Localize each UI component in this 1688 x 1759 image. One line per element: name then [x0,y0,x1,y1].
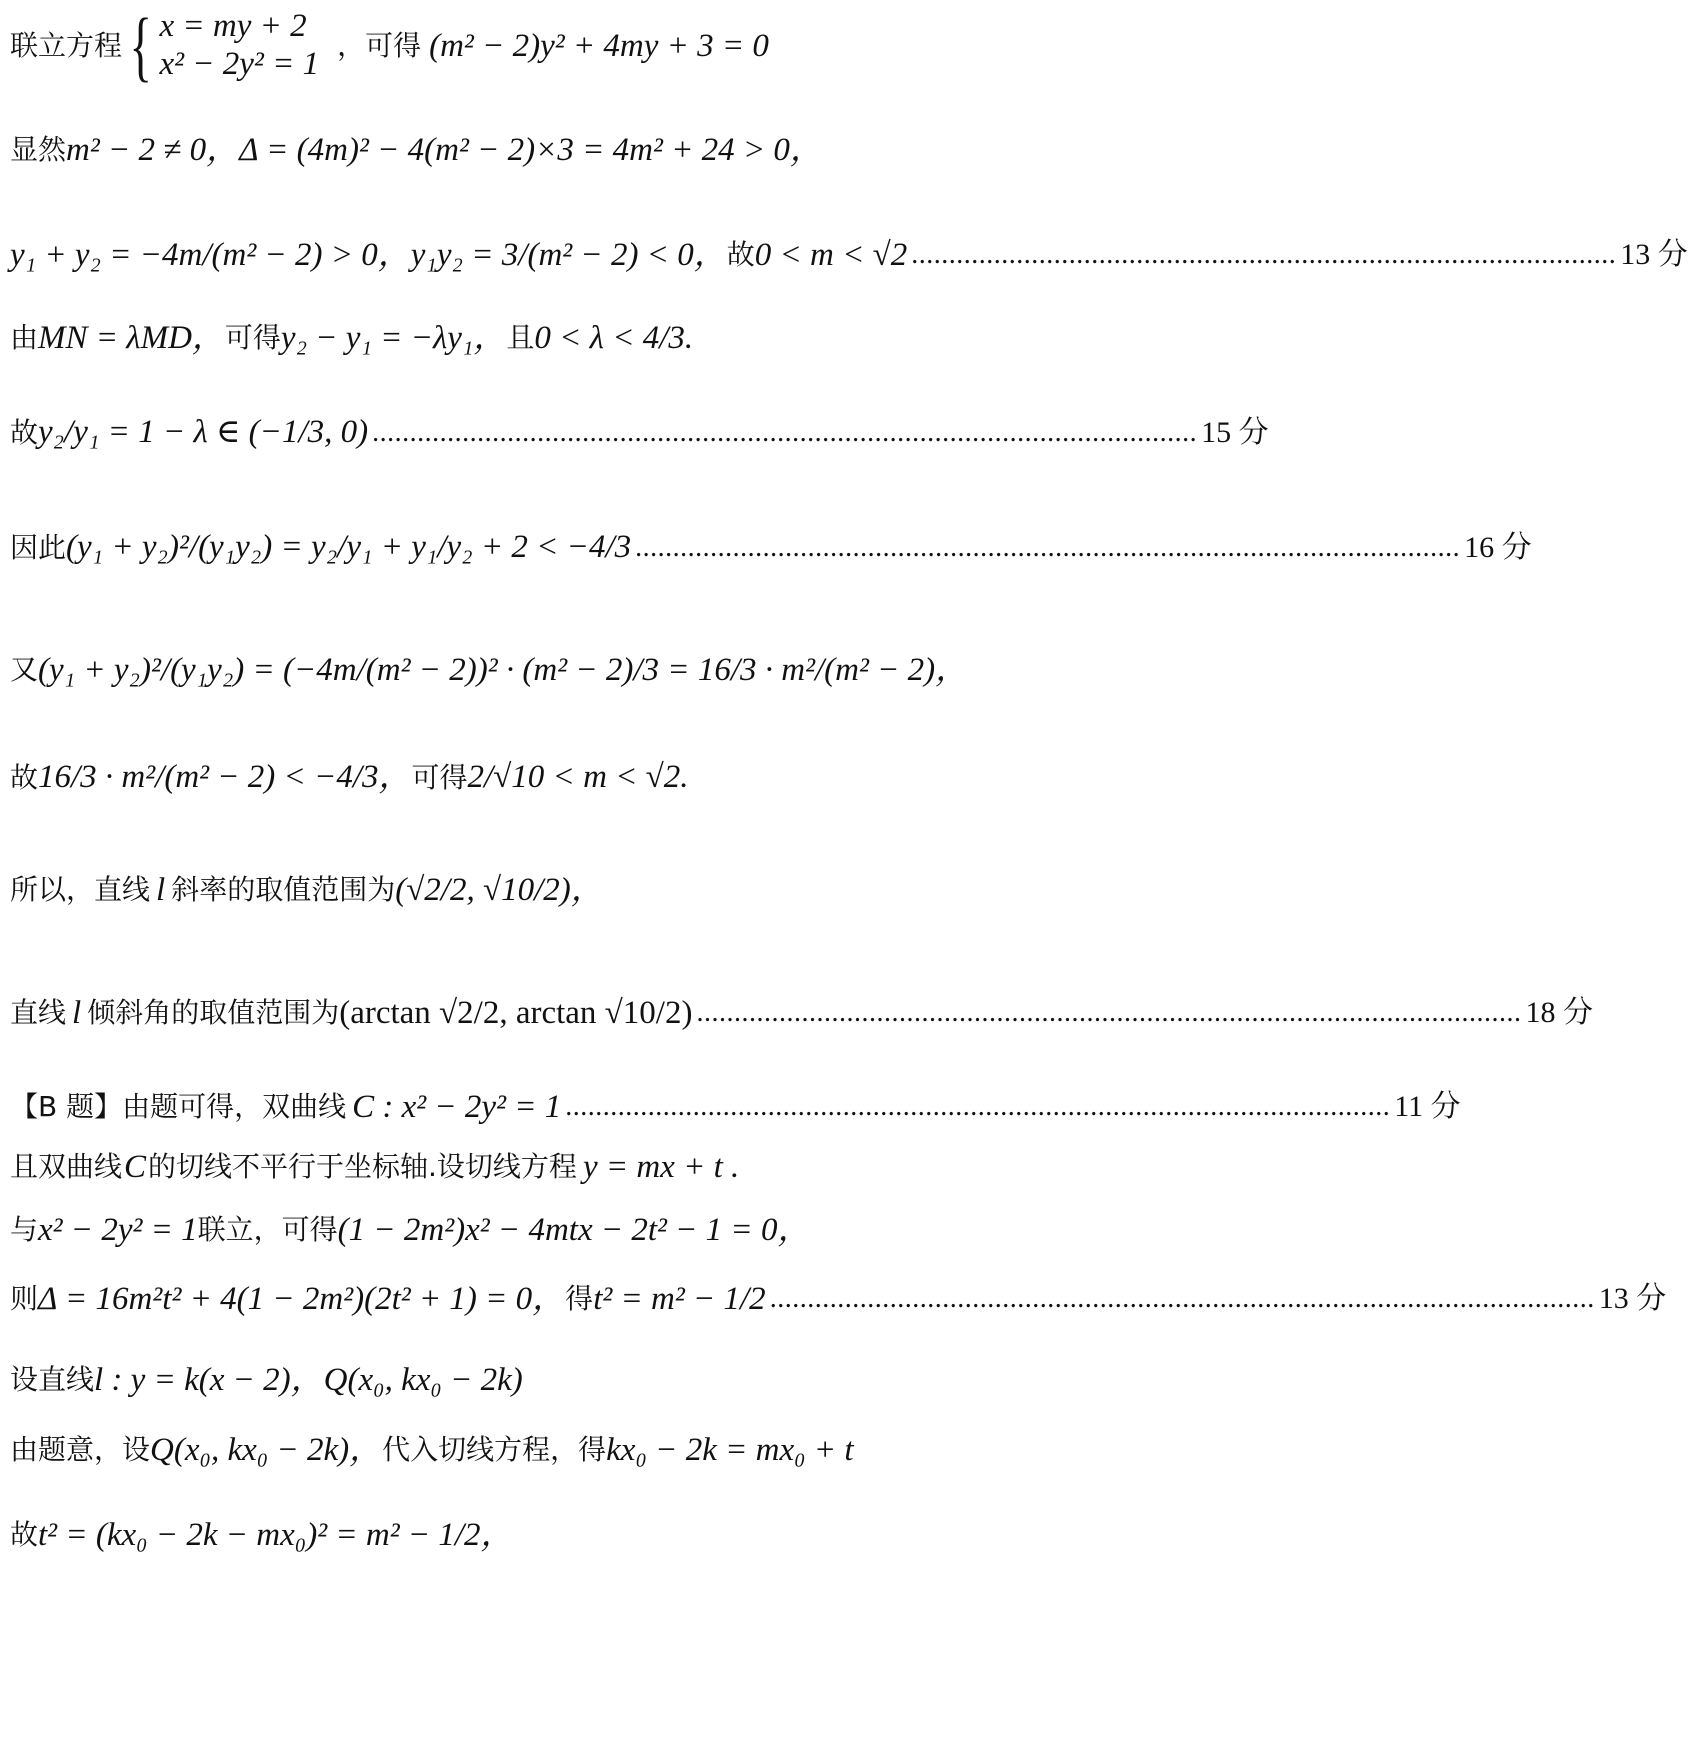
line-4-formula-b: y₂ − y₁ = −λy₁， [280,319,507,356]
line-4-prefix: 由 [10,321,39,354]
line-9-prefix: 所以，直线 [10,873,151,906]
line-7 [10,620,1066,720]
dot-leader: .............................................................................................................. [565,1091,1391,1122]
line-4 [10,298,1066,378]
line-1-mid: ，可得 [337,29,422,62]
line-4-text: 可得 [224,321,281,354]
line-14-formula-b: t² = m² − 1/2 [593,1280,766,1317]
line-4-text2: 且 [506,321,535,354]
line-8 [10,735,1066,820]
dot-leader: .............................................................................................. [911,239,1617,270]
line-16-formula-b: kx₀ − 2k = mx₀ + t [606,1431,854,1468]
line-2 [10,120,1066,180]
line-12 [10,1145,1066,1189]
line-8-formula-b: 2/√10 < m < √2. [467,759,689,795]
line-13-prefix: 与 [10,1213,39,1246]
line-14 [10,1264,1667,1334]
line-3-formula-b: 0 < m < √2 [754,236,908,273]
line-12-text: 的切线不平行于坐标轴.设切线方程 [148,1150,577,1183]
line-4-formula-c: 0 < λ < 4/3. [534,319,694,356]
line-3 [10,210,1688,300]
line-16-formula: Q(x₀, kx₀ − 2k)， [150,1431,383,1468]
line-16 [10,1425,1066,1475]
line-10-text: 倾斜角的取值范围为 [87,996,340,1029]
line-8-text: 可得 [411,760,468,794]
line-2-formula: m² − 2 ≠ 0，Δ = (4m)² − 4(m² − 2)×3 = 4m² + 24 > 0， [66,131,823,168]
line-12-prefix: 且双曲线 [10,1150,123,1183]
line-11 [10,1085,1461,1129]
line-6-prefix: 因此 [10,530,67,564]
line-10 [10,968,1593,1058]
line-17-formula: t² = (kx₀ − 2k − mx₀)² = m² − 1/2， [38,1516,514,1553]
score-13: 13 分 [1620,238,1688,271]
line-17 [10,1495,1066,1575]
line-13-text: 联立，可得 [197,1213,338,1246]
line-10-var: l [72,994,82,1031]
line-16-text: 代入切线方程，得 [382,1433,607,1466]
line-14-formula: Δ = 16m²t² + 4(1 − 2m²)(2t² + 1) = 0， [38,1280,566,1317]
line-17-prefix: 故 [10,1518,39,1551]
line-13-formula-b: (1 − 2m²)x² − 4mtx − 2t² − 1 = 0， [337,1211,811,1248]
line-14-text: 得 [565,1282,594,1315]
line-6 [10,505,1532,590]
line-2-prefix: 显然 [10,133,67,166]
line-9-text: 斜率的取值范围为 [171,873,396,906]
line-5-formula: y₂/y₁ = 1 − λ ∈ (−1/3, 0) [38,414,369,450]
slope-range: (√2/2, √10/2)， [395,871,604,908]
score-11: 11 分 [1394,1090,1461,1123]
vector-equation: MN = λMD， [38,319,225,356]
line-7-formula: (y₁ + y₂)²/(y₁y₂) = (−4m/(m² − 2))² · (m² − 2)/3 = 16/3 · m²/(m² − 2)， [38,651,969,688]
dot-leader: .............................................................................................................. [635,531,1461,563]
line-1: 联立方程 { x = my + 2 x² − 2y² = 1 ，可得 (m² − 2)y² + 4my + 3 = 0 [10,2,769,89]
line-15 [10,1355,1066,1405]
line-10-prefix: 直线 [10,996,67,1029]
line-7-prefix: 又 [10,653,39,686]
dot-leader: .............................................................................................................. [372,416,1198,448]
line-9 [10,845,1066,935]
dot-leader: .............................................................................................................. [769,1283,1595,1314]
line-15-prefix: 设直线 [10,1363,95,1396]
line-14-prefix: 则 [10,1282,39,1315]
dot-leader: .............................................................................................................. [696,997,1522,1028]
line-15-formula: l : y = k(x − 2)，Q(x₀, kx₀ − 2k) [94,1361,523,1398]
score-18: 18 分 [1525,996,1593,1029]
line-6-formula: (y₁ + y₂)²/(y₁y₂) = y₂/y₁ + y₁/y₂ + 2 < −4/3 [66,529,632,565]
line-8-prefix: 故 [10,760,39,794]
line-13 [10,1208,1066,1252]
score-16: 16 分 [1464,530,1532,564]
line-3-text: 故 [726,238,755,271]
line-5-prefix: 故 [10,415,39,449]
line-13-formula: x² − 2y² = 1 [38,1211,198,1248]
line-11-prefix: 【B 题】由题可得，双曲线 [10,1090,347,1123]
angle-range: (arctan √2/2, arctan √10/2) [339,994,693,1031]
score-15: 15 分 [1201,415,1269,449]
line-9-var: l [156,871,166,908]
line-5 [10,390,1269,475]
line-8-formula: 16/3 · m²/(m² − 2) < −4/3， [38,759,412,795]
equation-system: x = my + 2 x² − 2y² = 1 [159,8,320,82]
line-1-result: (m² − 2)y² + 4my + 3 = 0 [429,27,769,64]
score-13b: 13 分 [1598,1282,1667,1315]
hyperbola-equation: C : x² − 2y² = 1 [352,1088,562,1125]
line-1-prefix: 联立方程 [10,29,123,62]
tangent-equation: y = mx + t . [582,1148,740,1185]
line-12-var: C [124,1148,147,1185]
line-16-prefix: 由题意，设 [10,1433,151,1466]
line-3-formula: y₁ + y₂ = −4m/(m² − 2) > 0，y₁y₂ = 3/(m² − 2) < 0， [10,236,727,273]
